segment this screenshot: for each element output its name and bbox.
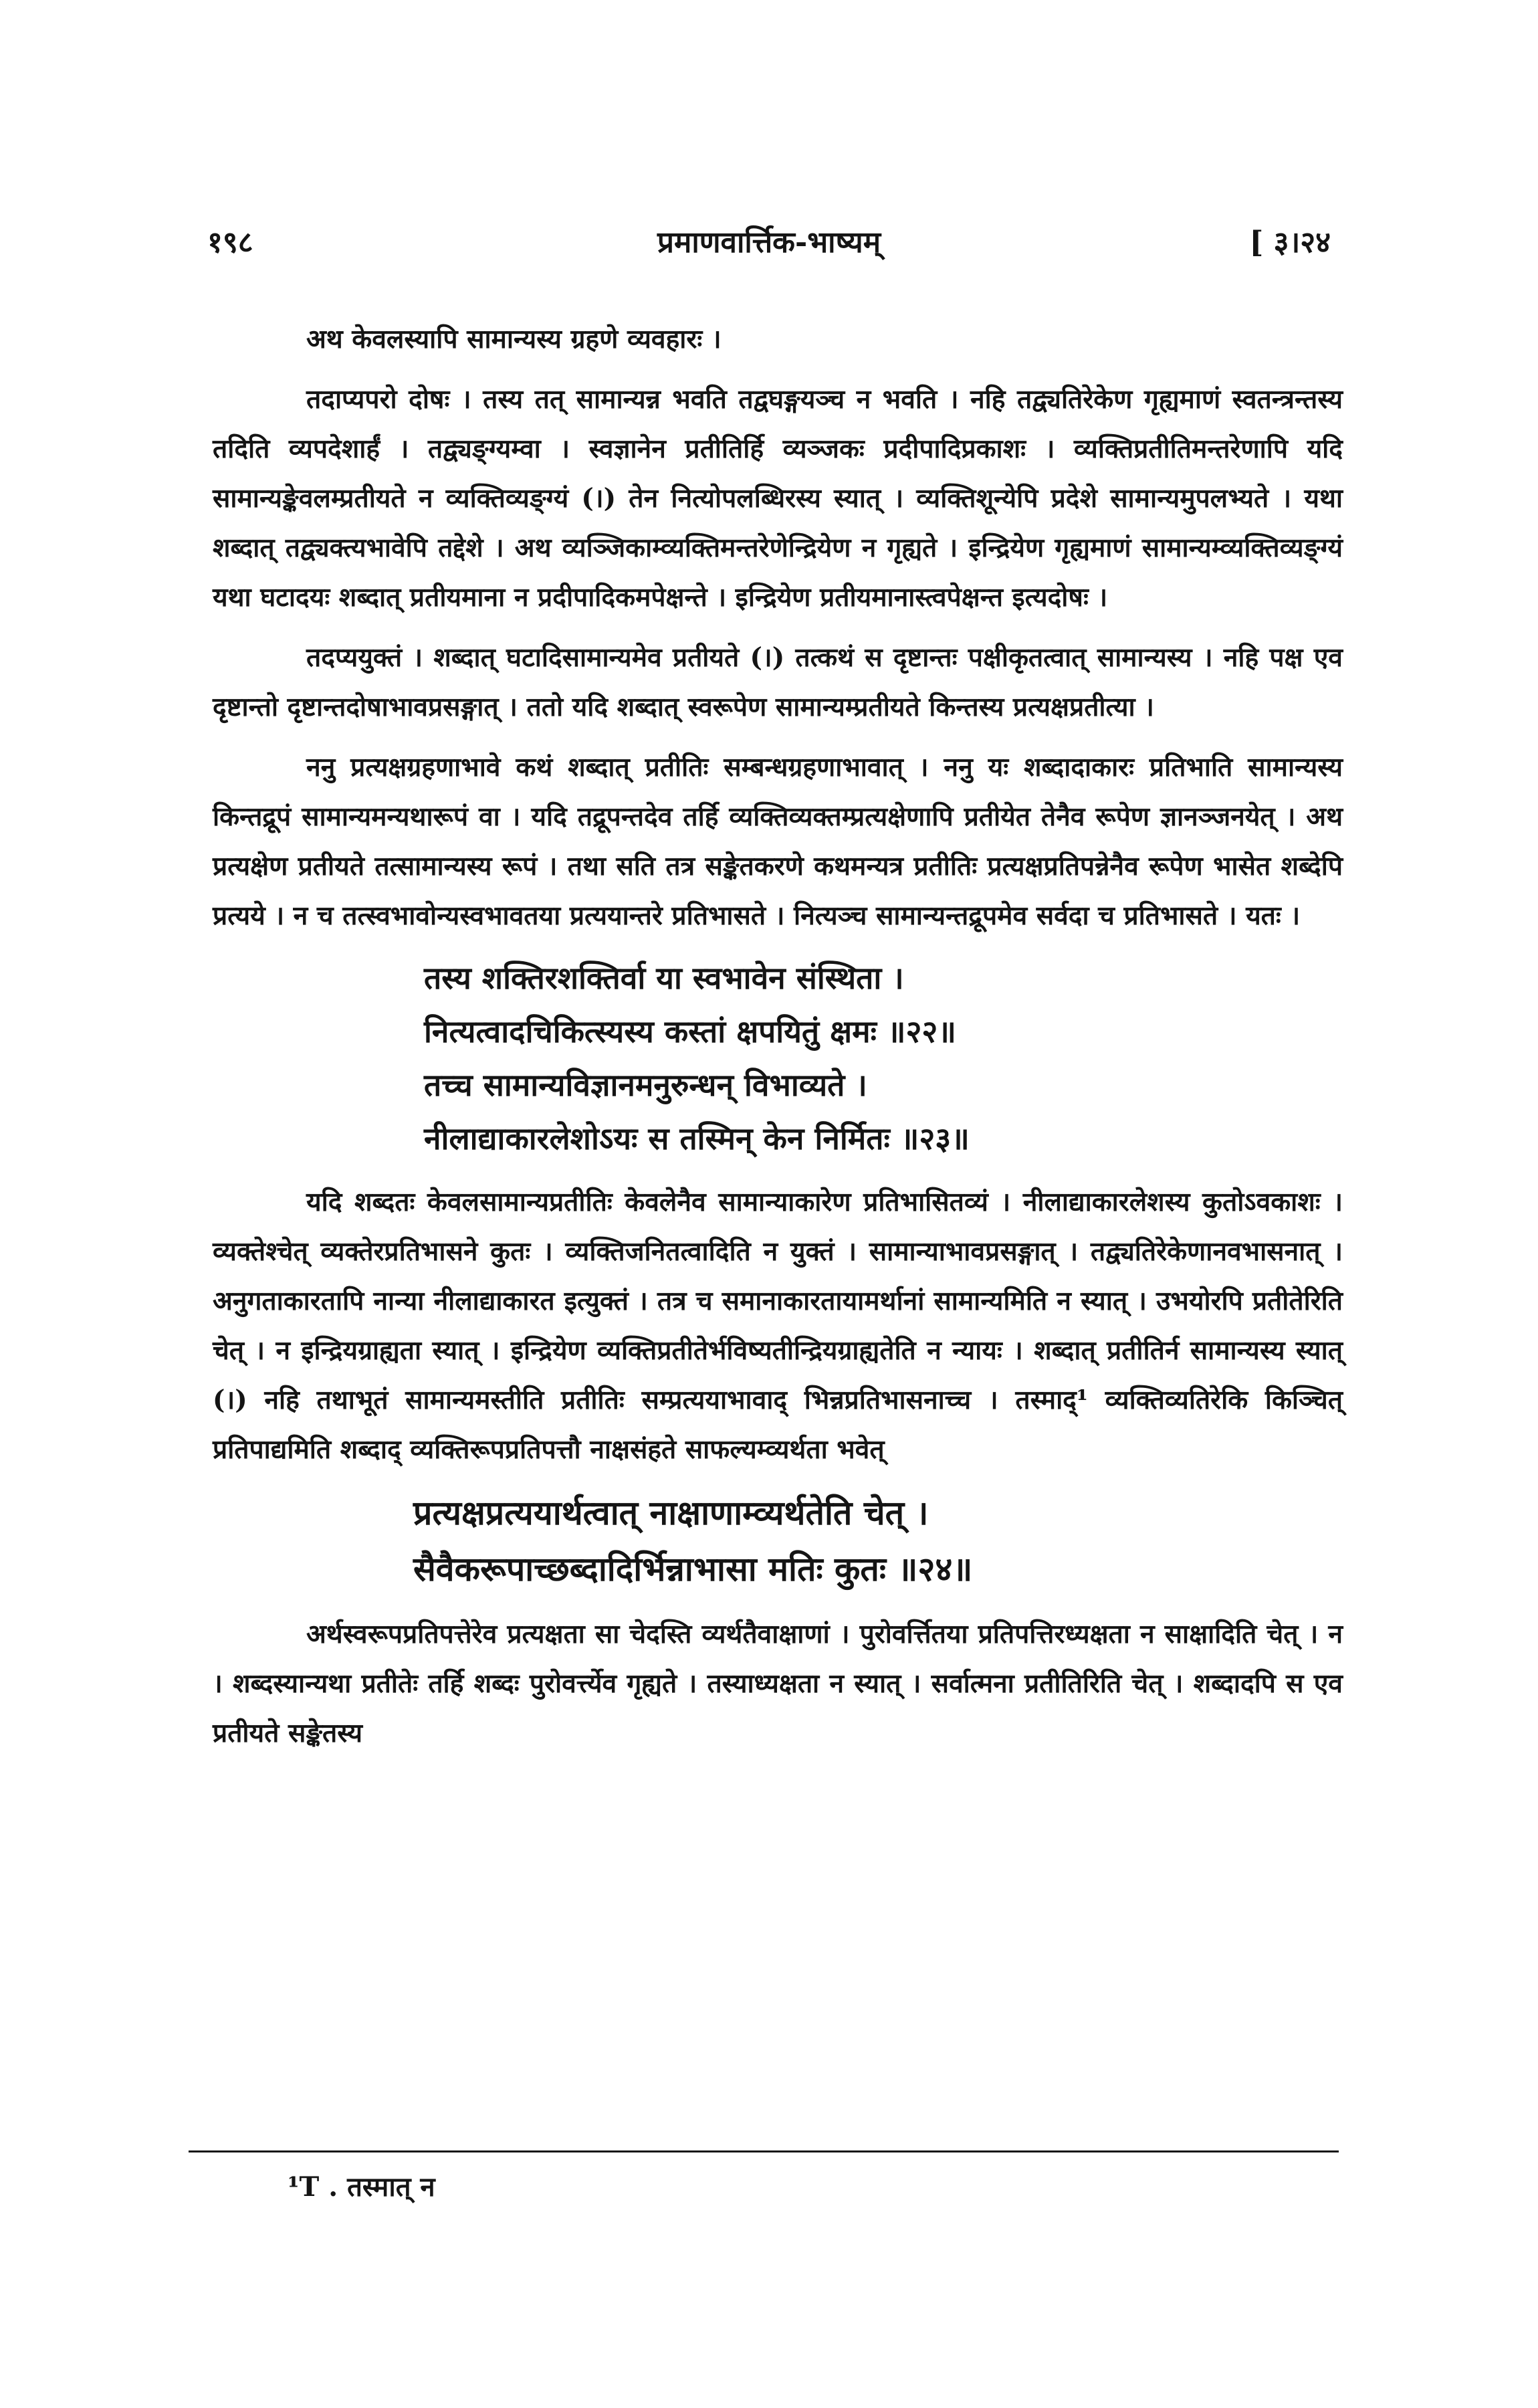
footnote-divider bbox=[189, 2150, 1339, 2152]
paragraph: अथ केवलस्यापि सामान्यस्य ग्रहणे व्यवहारः । bbox=[306, 324, 722, 355]
page-number: १९८ bbox=[207, 225, 253, 260]
footnote: ¹T . तस्मात् न bbox=[288, 2171, 435, 2203]
paragraph: तदप्ययुक्तं । शब्दात् घटादिसामान्यमेव प्रतीयते (।) तत्कथं स दृष्टान्तः पक्षीकृतत्वात् सामान्यस्य । नहि पक्ष एव दृष्टान्तो दृष्टान्तदोषाभावप्रसङ्गात् । ततो यदि शब्दात् स्वरूपेण सामान्यम्प्रतीयते किन्तस्य प्रत्यक्षप्रतीत्या । bbox=[213, 642, 1343, 722]
verse-line: प्रत्यक्षप्रत्ययार्थत्वात् नाक्षाणाम्व्यर्थतेति चेत् । bbox=[413, 1493, 929, 1532]
running-title: प्रमाणवार्त्तिक-भाष्यम् bbox=[657, 225, 881, 260]
paragraph: तदाप्यपरो दोषः । तस्य तत् सामान्यन्न भवति तद्वघङ्गयञ्च न भवति । नहि तद्व्यतिरेकेण गृह्यमाणं स्वतन्त्रन्तस्य तदिति व्यपदेशार्हं । तद्व्यङ्ग्यम्वा । स्वज्ञानेन प्रतीतिर्हि व्यञ्जकः प्रदीपादिप्रकाशः । व्यक्तिप्रतीतिमन्तरेणापि यदि सामान्यङ्केवलम्प्रतीयते न व्यक्तिव्यङ्ग्यं (।) तेन नित्योपलब्धिरस्य स्यात् । व्यक्तिशून्येपि प्रदेशे सामान्यमुपलभ्यते । यथा शब्दात् तद्व्यक्त्यभावेपि तद्देशे । अथ व्यञ्जिकाम्व्यक्तिमन्तरेणेन्द्रियेण न गृह्यते । इन्द्रियेण गृह्यमाणं सामान्यम्व्यक्तिव्यङ्ग्यं यथा घटादयः शब्दात् प्रतीयमाना न प्रदीपादिकमपेक्षन्ते । इन्द्रियेण प्रतीयमानास्त्वपेक्षन्त इत्यदोषः । bbox=[213, 384, 1343, 613]
section-reference: [ ३।२४ bbox=[1249, 225, 1331, 260]
verse-line: तच्च सामान्यविज्ञानमनुरुन्धन् विभाव्यते । bbox=[424, 1067, 867, 1103]
verse-line: नीलाद्याकारलेशोऽयः स तस्मिन् केन निर्मितः ॥२३॥ bbox=[424, 1120, 970, 1157]
page-header bbox=[0, 221, 1538, 274]
verse-line: नित्यत्वादचिकित्स्यस्य कस्तां क्षपयितुं क्षमः ॥२२॥ bbox=[424, 1013, 956, 1049]
verse-line: सैवैकरूपाच्छब्दादिर्भिन्नाभासा मतिः कुतः ॥२४॥ bbox=[413, 1549, 973, 1589]
verse-block bbox=[213, 951, 1343, 1165]
paragraph: ननु प्रत्यक्षग्रहणाभावे कथं शब्दात् प्रतीतिः सम्बन्धग्रहणाभावात् । ननु यः शब्दादाकारः प्रतिभाति सामान्यस्य किन्तद्रूपं सामान्यमन्यथारूपं वा । यदि तद्रूपन्तदेव तर्हि व्यक्तिव्यक्तम्प्रत्यक्षेणापि प्रतीयेत तेनैव रूपेण ज्ञानञ्जनयेत् । अथ प्रत्यक्षेण प्रतीयते तत्सामान्यस्य रूपं । तथा सति तत्र सङ्केतकरणे कथमन्यत्र प्रतीतिः प्रत्यक्षप्रतिपन्नेनैव रूपेण भासेत शब्देपि प्रत्यये । न च तत्स्वभावोन्यस्वभावतया प्रत्ययान्तरे प्रतिभासते । नित्यञ्च सामान्यन्तद्रूपमेव सर्वदा च प्रतिभासते । यतः । bbox=[213, 752, 1343, 931]
verse-line: तस्य शक्तिरशक्तिर्वा या स्वभावेन संस्थिता । bbox=[424, 960, 904, 996]
page-body bbox=[213, 314, 1343, 1769]
paragraph: अर्थस्वरूपप्रतिपत्तेरेव प्रत्यक्षता सा चेदस्ति व्यर्थतैवाक्षाणां । पुरोवर्त्तितया प्रतिपत्तिरध्यक्षता न साक्षादिति चेत् । न । शब्दस्यान्यथा प्रतीतेः तर्हि शब्दः पुरोवर्त्त्येव गृह्यते । तस्याध्यक्षता न स्यात् । सर्वात्मना प्रतीतिरिति चेत् । शब्दादपि स एव प्रतीयते सङ्केतस्य bbox=[213, 1619, 1343, 1748]
paragraph: यदि शब्दतः केवलसामान्यप्रतीतिः केवलेनैव सामान्याकारेण प्रतिभासितव्यं । नीलाद्याकारलेशस्य कुतोऽवकाशः । व्यक्तेश्चेत् व्यक्तेरप्रतिभासने कुतः । व्यक्तिजनितत्वादिति न युक्तं । सामान्याभावप्रसङ्गात् । तद्व्यतिरेकेणानवभासनात् । अनुगताकारतापि नान्या नीलाद्याकारत इत्युक्तं । तत्र च समानाकारतायामर्थानां सामान्यमिति न स्यात् । उभयोरपि प्रतीतेरिति चेत् । न इन्द्रियग्राह्यता स्यात् । इन्द्रियेण व्यक्तिप्रतीतेर्भविष्यतीन्द्रियग्राह्यतेति न न्यायः । शब्दात् प्रतीतिर्न सामान्यस्य स्यात् (।) नहि तथाभूतं सामान्यमस्तीति प्रतीतिः सम्प्रत्ययाभावाद् भिन्नप्रतिभासनाच्च । तस्माद्¹ व्यक्तिव्यतिरेकि किञ्चित् प्रतिपाद्यमिति शब्दाद् व्यक्तिरूपप्रतिपत्तौ नाक्षसंहते साफल्यम्व्यर्थता भवेत् bbox=[213, 1187, 1343, 1465]
verse-block bbox=[213, 1485, 1343, 1597]
